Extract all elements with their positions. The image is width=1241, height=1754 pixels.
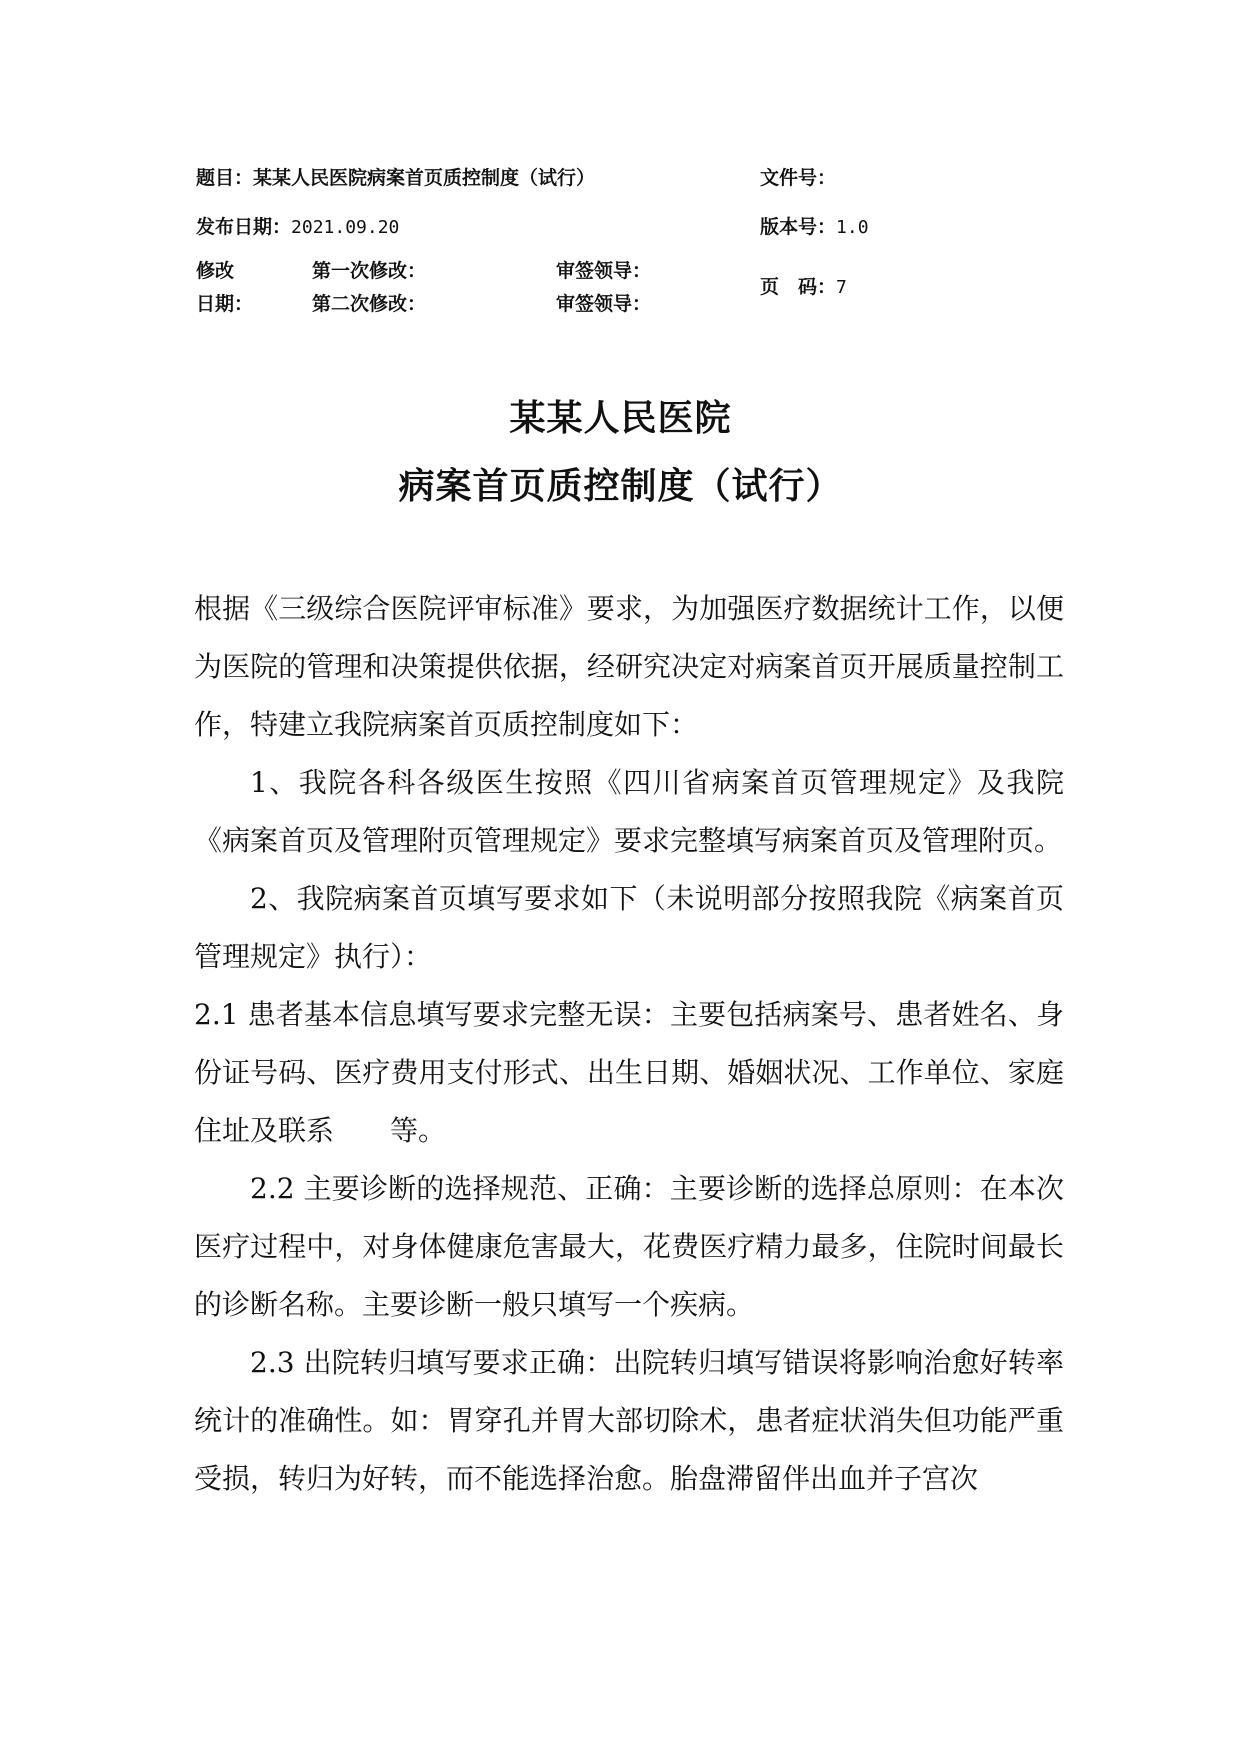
paragraph-item-2: 2、我院病案首页填写要求如下（未说明部分按照我院《病案首页管理规定》执行）：	[194, 882, 1064, 973]
publish-date-value: 2021.09.20	[291, 217, 400, 238]
first-modify-label: 第一次修改：	[312, 260, 427, 282]
title-line-2: 病案首页质控制度（试行）	[398, 466, 843, 507]
publish-date-line	[196, 212, 399, 239]
file-number-label: 文件号：	[760, 167, 837, 189]
approver-label-1: 审签领导：	[556, 260, 652, 282]
paragraph-intro: 根据《三级综合医院评审标准》要求，为加强医疗数据统计工作，以便为医院的管理和决策提供依据，经研究决定对病案首页开展质量控制工作，特建立我院病案首页质控制度如下：	[194, 592, 1064, 741]
title-line-1: 某某人民医院	[509, 398, 732, 439]
approver-label-2: 审签领导：	[556, 293, 652, 315]
version-line	[760, 212, 869, 239]
page-number-line	[760, 272, 847, 299]
version-value: 1.0	[836, 217, 869, 238]
paragraph-item-1: 1、我院各科各级医生按照《四川省病案首页管理规定》及我院《病案首页及管理附页管理规定》要求完整填写病案首页及管理附页。	[194, 766, 1064, 857]
file-number-line	[760, 163, 836, 190]
modify-label-line2: 日期：	[196, 293, 254, 315]
paragraph-item-2-3: 2.3 出院转归填写要求正确：出院转归填写错误将影响治愈好转率统计的准确性。如：胃穿孔并胃大部切除术，患者症状消失但功能严重受损，转归为好转，而不能选择治愈。胎盘滞留伴出血并子宫次	[194, 1346, 1064, 1495]
document-body	[194, 580, 1064, 1508]
paragraph-item-2-1: 2.1 患者基本信息填写要求完整无误：主要包括病案号、患者姓名、身份证号码、医疗费用支付形式、出生日期、婚姻状况、工作单位、家庭住址及联系 等。	[194, 998, 1064, 1147]
subject-value: 某某人民医院病案首页质控制度（试行）	[253, 167, 596, 189]
second-modify-label: 第二次修改：	[312, 293, 427, 315]
page-number-value: 7	[836, 277, 847, 298]
subject-line	[196, 163, 595, 190]
publish-date-label: 发布日期：	[196, 216, 292, 238]
version-label: 版本号：	[760, 216, 837, 238]
modify-label-line1: 修改	[196, 260, 235, 282]
paragraph-item-2-2: 2.2 主要诊断的选择规范、正确：主要诊断的选择总原则：在本次医疗过程中，对身体健康危害最大，花费医疗精力最多，住院时间最长的诊断名称。主要诊断一般只填写一个疾病。	[194, 1172, 1064, 1321]
page-number-label: 页 码：	[760, 276, 837, 298]
subject-label: 题目：	[196, 167, 254, 189]
